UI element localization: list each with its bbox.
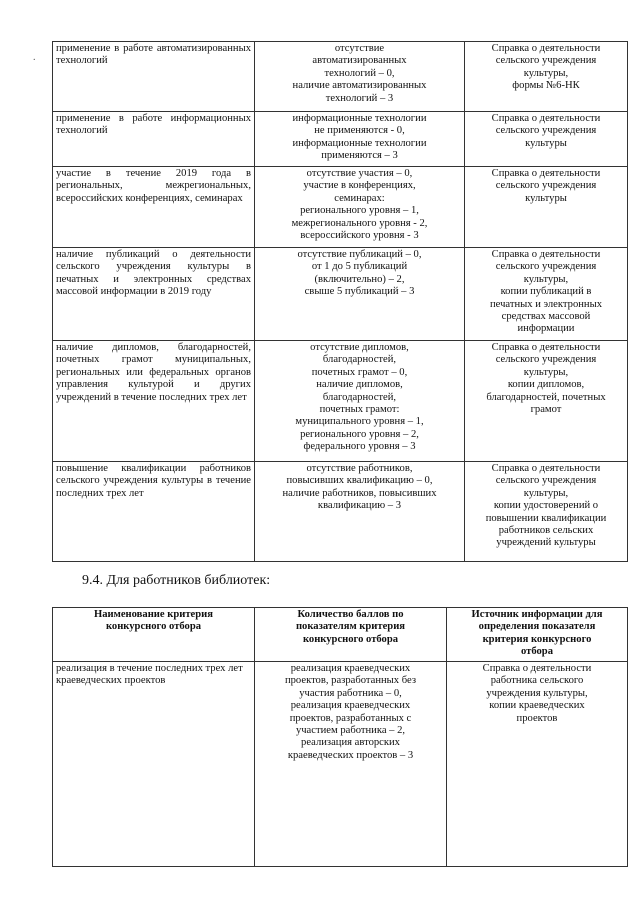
criterion-cell: применение в работе автоматизированных технологий [53, 42, 255, 112]
source-cell: Справка о деятельности сельского учреждения культуры, копии удостоверений о повышении квалификации работников сельских учреждений культуры [465, 462, 628, 562]
criterion-cell: наличие дипломов, благодарностей, почетных грамот муниципальных, региональных или федеральных органов управления культурой и других учреждений в течение последних трех лет [53, 341, 255, 462]
score-cell: реализация краеведческих проектов, разработанных без участия работника – 0, реализация краеведческих проектов, разработанных с участием работника – 2, реализация авторских краеведческих проектов – 3 [255, 662, 447, 867]
source-cell: Справка о деятельности сельского учреждения культуры [465, 167, 628, 248]
criterion-cell: применение в работе информационных технологий [53, 112, 255, 167]
source-cell: Справка о деятельности работника сельского учреждения культуры, копии краеведческих проектов [447, 662, 628, 867]
score-cell: информационные технологии не применяются - 0, информационные технологии применяются – 3 [255, 112, 465, 167]
source-cell: Справка о деятельности сельского учреждения культуры, копии публикаций в печатных и электронных средствах массовой информации [465, 248, 628, 341]
score-cell: отсутствие публикаций – 0, от 1 до 5 публикаций (включительно) – 2, свыше 5 публикаций – 3 [255, 248, 465, 341]
source-cell: Справка о деятельности сельского учреждения культуры, формы №6-НК [465, 42, 628, 112]
score-cell: отсутствие автоматизированных технологий – 0, наличие автоматизированных технологий – 3 [255, 42, 465, 112]
header-source: Источник информации для определения показателя критерия конкурсного отбора [447, 608, 628, 662]
table-row [53, 462, 628, 562]
table-header-row [53, 608, 628, 662]
table-row [53, 248, 628, 341]
table-row [53, 112, 628, 167]
header-criterion: Наименование критерия конкурсного отбора [53, 608, 255, 662]
criterion-cell: повышение квалификации работников сельского учреждения культуры в течение последних трех лет [53, 462, 255, 562]
table-row [53, 167, 628, 248]
criterion-cell: наличие публикаций о деятельности сельского учреждения культуры в печатных и электронных средствах массовой информации в 2019 году [53, 248, 255, 341]
table-row [53, 341, 628, 462]
score-cell: отсутствие участия – 0, участие в конференциях, семинарах: регионального уровня – 1, межрегионального уровня - 2, всероссийского уровня - 3 [255, 167, 465, 248]
scan-dot: . [33, 52, 36, 63]
table-row [53, 42, 628, 112]
criterion-cell: участие в течение 2019 года в региональных, межрегиональных, всероссийских конференциях, семинарах [53, 167, 255, 248]
score-cell: отсутствие работников, повысивших квалификацию – 0, наличие работников, повысивших квалификацию – 3 [255, 462, 465, 562]
criterion-cell: реализация в течение последних трех лет краеведческих проектов [53, 662, 255, 867]
criteria-table-culture [52, 41, 628, 562]
score-cell: отсутствие дипломов, благодарностей, почетных грамот – 0, наличие дипломов, благодарностей, почетных грамот: муниципального уровня – 1, регионального уровня – 2, федерального уровня – 3 [255, 341, 465, 462]
table-row [53, 662, 628, 867]
source-cell: Справка о деятельности сельского учреждения культуры, копии дипломов, благодарностей, почетных грамот [465, 341, 628, 462]
section-heading: 9.4. Для работников библиотек: [82, 573, 271, 588]
source-cell: Справка о деятельности сельского учреждения культуры [465, 112, 628, 167]
criteria-table-libraries [52, 607, 628, 867]
header-score: Количество баллов по показателям критерия конкурсного отбора [255, 608, 447, 662]
